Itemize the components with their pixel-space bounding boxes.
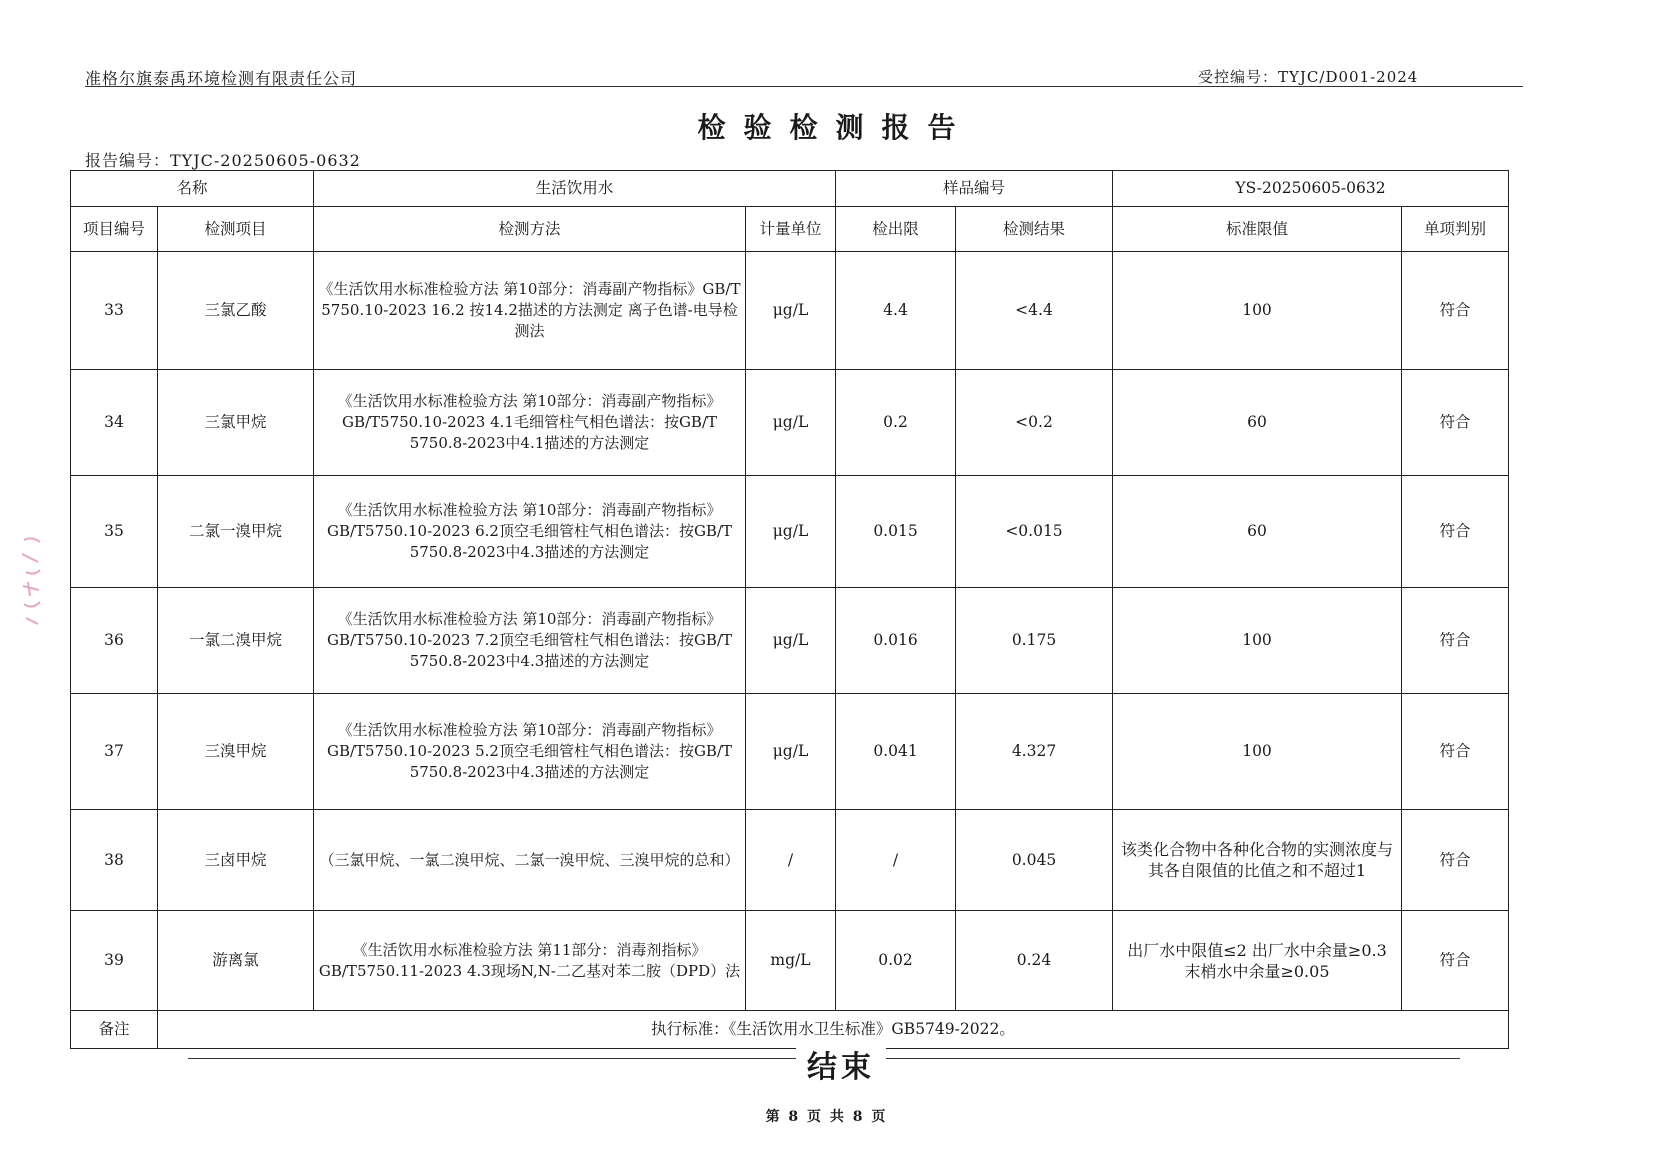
row-method: 《生活饮用水标准检验方法 第11部分：消毒剂指标》GB/T5750.11-2023 4.3现场N,N-二乙基对苯二胺（DPD）法	[314, 911, 746, 1011]
row-unit: μg/L	[746, 476, 836, 588]
row-no: 37	[71, 694, 158, 810]
row-judge: 符合	[1402, 810, 1509, 911]
row-judge: 符合	[1402, 588, 1509, 694]
row-item: 二氯一溴甲烷	[158, 476, 314, 588]
row-limit: 0.2	[836, 370, 956, 476]
row-unit: μg/L	[746, 588, 836, 694]
table-row	[71, 694, 1509, 810]
row-limit: 4.4	[836, 252, 956, 370]
row-limit: 0.041	[836, 694, 956, 810]
report-table	[70, 170, 1509, 1049]
col-result: 检测结果	[956, 207, 1113, 252]
row-limit: 0.016	[836, 588, 956, 694]
row-limit: /	[836, 810, 956, 911]
row-standard: 该类化合物中各种化合物的实测浓度与其各自限值的比值之和不超过1	[1113, 810, 1402, 911]
row-limit: 0.015	[836, 476, 956, 588]
col-item-no: 项目编号	[71, 207, 158, 252]
sample-name-value: 生活饮用水	[314, 171, 836, 207]
row-standard: 60	[1113, 370, 1402, 476]
remark-label: 备注	[71, 1011, 158, 1049]
page-number: 第 8 页 共 8 页	[765, 1109, 888, 1125]
row-result: 0.175	[956, 588, 1113, 694]
column-header-row	[71, 207, 1509, 252]
header-rule	[85, 86, 1523, 87]
remark-text: 执行标准：《生活饮用水卫生标准》GB5749-2022。	[158, 1011, 1509, 1049]
table-row	[71, 588, 1509, 694]
row-judge: 符合	[1402, 370, 1509, 476]
row-unit: /	[746, 810, 836, 911]
row-result: <4.4	[956, 252, 1113, 370]
table-row	[71, 911, 1509, 1011]
col-unit: 计量单位	[746, 207, 836, 252]
row-judge: 符合	[1402, 476, 1509, 588]
report-number: 报告编号：TYJC-20250605-0632	[85, 151, 361, 170]
row-judge: 符合	[1402, 694, 1509, 810]
row-result: 0.24	[956, 911, 1113, 1011]
row-method: （三氯甲烷、一氯二溴甲烷、二氯一溴甲烷、三溴甲烷的总和）	[314, 810, 746, 911]
end-marker: 结束	[796, 1042, 886, 1086]
row-standard: 出厂水中限值≤2 出厂水中余量≥0.3 末梢水中余量≥0.05	[1113, 911, 1402, 1011]
row-item: 一氯二溴甲烷	[158, 588, 314, 694]
row-result: <0.015	[956, 476, 1113, 588]
row-result: 4.327	[956, 694, 1113, 810]
row-item: 三氯乙酸	[158, 252, 314, 370]
sample-id-value: YS-20250605-0632	[1113, 171, 1509, 207]
row-unit: mg/L	[746, 911, 836, 1011]
row-standard: 100	[1113, 694, 1402, 810]
row-standard: 100	[1113, 252, 1402, 370]
row-no: 36	[71, 588, 158, 694]
row-standard: 100	[1113, 588, 1402, 694]
company-name: 准格尔旗泰禹环境检测有限责任公司	[85, 69, 358, 88]
row-method: 《生活饮用水标准检验方法 第10部分：消毒副产物指标》GB/T5750.10-2023 4.1毛细管柱气相色谱法：按GB/T 5750.8-2023中4.1描述的方法测定	[314, 370, 746, 476]
row-item: 游离氯	[158, 911, 314, 1011]
table-row	[71, 370, 1509, 476]
row-item: 三卤甲烷	[158, 810, 314, 911]
row-no: 39	[71, 911, 158, 1011]
row-result: <0.2	[956, 370, 1113, 476]
row-judge: 符合	[1402, 252, 1509, 370]
sample-name-label: 名称	[71, 171, 314, 207]
row-no: 35	[71, 476, 158, 588]
sample-info-row	[71, 171, 1509, 207]
row-no: 38	[71, 810, 158, 911]
row-method: 《生活饮用水标准检验方法 第10部分：消毒副产物指标》GB/T5750.10-2023 6.2顶空毛细管柱气相色谱法：按GB/T 5750.8-2023中4.3描述的方法测定	[314, 476, 746, 588]
row-method: 《生活饮用水标准检验方法 第10部分：消毒副产物指标》GB/T 5750.10-2023 16.2 按14.2描述的方法测定 离子色谱-电导检测法	[314, 252, 746, 370]
report-title: 检验检测报告	[697, 111, 974, 144]
sample-id-label: 样品编号	[836, 171, 1113, 207]
table-row	[71, 252, 1509, 370]
row-item: 三氯甲烷	[158, 370, 314, 476]
row-no: 34	[71, 370, 158, 476]
control-number: 受控编号：TYJC/D001-2024	[1198, 68, 1419, 86]
seal-stamp-fragment	[18, 532, 44, 632]
row-standard: 60	[1113, 476, 1402, 588]
row-judge: 符合	[1402, 911, 1509, 1011]
row-unit: μg/L	[746, 694, 836, 810]
row-method: 《生活饮用水标准检验方法 第10部分：消毒副产物指标》GB/T5750.10-2023 7.2顶空毛细管柱气相色谱法：按GB/T 5750.8-2023中4.3描述的方法测定	[314, 588, 746, 694]
row-unit: μg/L	[746, 370, 836, 476]
row-limit: 0.02	[836, 911, 956, 1011]
col-method: 检测方法	[314, 207, 746, 252]
row-result: 0.045	[956, 810, 1113, 911]
row-no: 33	[71, 252, 158, 370]
row-item: 三溴甲烷	[158, 694, 314, 810]
row-method: 《生活饮用水标准检验方法 第10部分：消毒副产物指标》GB/T5750.10-2023 5.2顶空毛细管柱气相色谱法：按GB/T 5750.8-2023中4.3描述的方法测定	[314, 694, 746, 810]
col-detection-limit: 检出限	[836, 207, 956, 252]
row-unit: μg/L	[746, 252, 836, 370]
table-row	[71, 810, 1509, 911]
col-item: 检测项目	[158, 207, 314, 252]
table-row	[71, 476, 1509, 588]
remark-row	[71, 1011, 1509, 1049]
col-judgement: 单项判别	[1402, 207, 1509, 252]
col-standard: 标准限值	[1113, 207, 1402, 252]
